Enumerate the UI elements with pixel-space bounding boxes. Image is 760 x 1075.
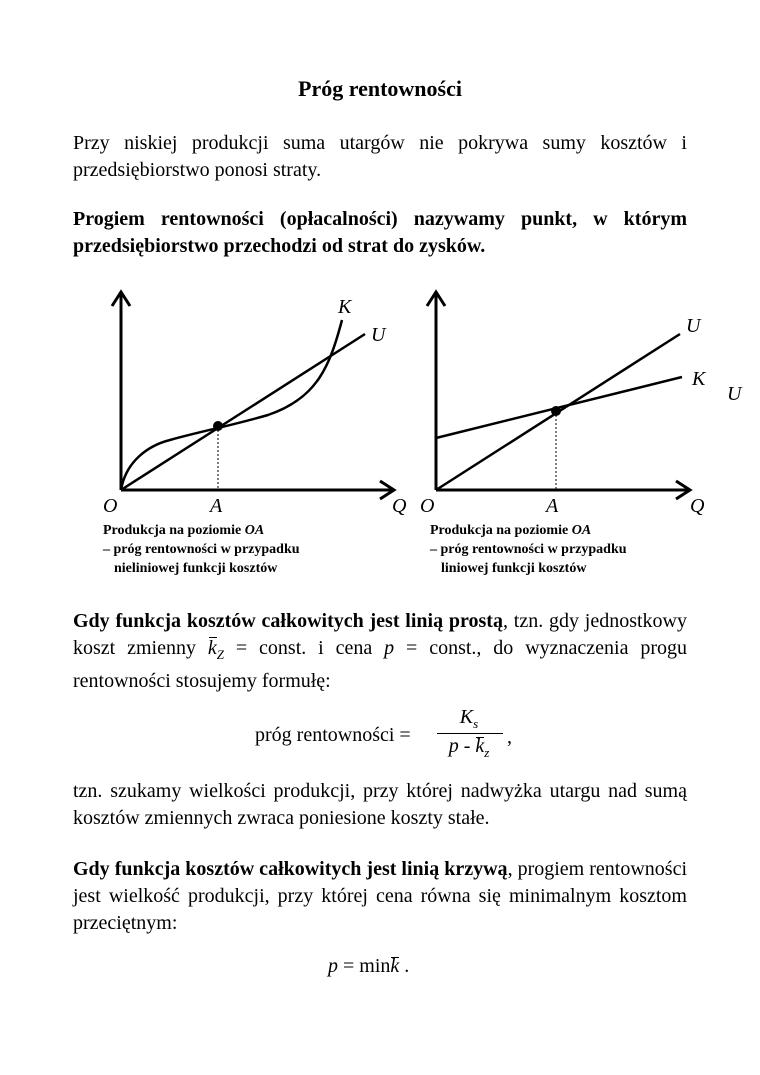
left-label-k: K: [338, 296, 352, 318]
den-price-symbol: p: [448, 735, 459, 757]
right-caption-line3: liniowej funkcji kosztów: [441, 561, 587, 576]
right-label-a: A: [546, 495, 559, 517]
right-break-even-point: [551, 406, 561, 416]
fixed-cost-subscript: s: [473, 716, 479, 731]
left-graph-caption: [103, 521, 403, 578]
right-label-u: U: [686, 315, 701, 337]
right-label-stray-u: U: [727, 383, 742, 405]
curve-case-lead: Gdy funkcja kosztów całkowitych jest linią krzywą: [73, 858, 508, 880]
left-caption-line1: Produkcja na poziomie: [103, 523, 242, 538]
formula-comma: ,: [507, 726, 512, 748]
den-cost-symbol: k: [475, 735, 485, 757]
linear-explanation-paragraph: tzn. szukamy wielkości produkcji, przy której nadwyżka utargu nad sumą kosztów zmiennych zwraca poniesione koszty stałe.: [73, 780, 687, 829]
left-graph: [103, 292, 407, 517]
right-caption-oa: OA: [571, 523, 592, 538]
left-label-u: U: [371, 324, 386, 346]
unit-variable-cost-symbol: k: [208, 635, 217, 662]
right-graph-caption: [430, 521, 730, 578]
left-label-q: Q: [392, 495, 407, 517]
linear-case-text-b: = const. i cena: [235, 637, 373, 659]
min-formula-eq: = min: [343, 955, 391, 977]
linear-case-text-a: , tzn. gdy jednostkowy koszt zmienny: [73, 610, 687, 659]
linear-case-paragraph: [73, 608, 687, 695]
left-break-even-point: [213, 421, 223, 431]
min-average-cost-formula: [328, 955, 409, 978]
price-symbol: p: [384, 637, 395, 659]
right-graph: [420, 292, 743, 517]
left-cost-curve-k: [121, 320, 342, 490]
den-minus: -: [463, 735, 471, 757]
left-revenue-line-u: [121, 334, 365, 490]
fixed-cost-symbol: K: [459, 706, 474, 728]
right-label-q: Q: [690, 495, 705, 517]
unit-variable-cost-subscript: Z: [216, 647, 224, 662]
left-label-a: A: [210, 495, 223, 517]
right-caption-line1: Produkcja na poziomie: [430, 523, 569, 538]
intro-paragraph: Przy niskiej produkcji suma utargów nie pokrywa sumy kosztów i przedsiębiorstwo ponosi straty.: [73, 132, 687, 181]
definition-paragraph: Progiem rentowności (opłacalności) nazywamy punkt, w którym przedsiębiorstwo przechodzi od strat do zysków.: [73, 208, 687, 257]
page-title: Próg rentowności: [298, 76, 462, 101]
right-caption-line2: – próg rentowności w przypadku: [430, 542, 627, 557]
left-caption-oa: OA: [244, 523, 265, 538]
right-label-origin: O: [420, 495, 435, 517]
linear-case-lead: Gdy funkcja kosztów całkowitych jest linią prostą: [73, 610, 503, 632]
left-caption-line3: nieliniowej funkcji kosztów: [114, 561, 278, 576]
min-formula-k: k: [390, 955, 400, 977]
min-formula-dot: .: [404, 955, 410, 977]
formula-lhs: próg rentowności =: [255, 724, 411, 746]
curve-case-text: , progiem rentowności jest wielkość produkcji, przy której cena równa się minimalnym kosztom przeciętnym:: [73, 858, 688, 934]
right-label-k: K: [692, 368, 706, 390]
den-cost-subscript: z: [484, 745, 490, 760]
left-caption-line2: – próg rentowności w przypadku: [103, 542, 300, 557]
left-label-origin: O: [103, 495, 118, 517]
fraction-bar: [437, 733, 503, 734]
curve-case-paragraph: [73, 856, 687, 937]
formula-numerator: [433, 706, 505, 732]
linear-case-text-c: = const., do wyznaczenia progu rentowności stosujemy formułę:: [73, 637, 688, 692]
min-formula-p: p: [328, 955, 338, 977]
formula-denominator: [433, 735, 505, 761]
